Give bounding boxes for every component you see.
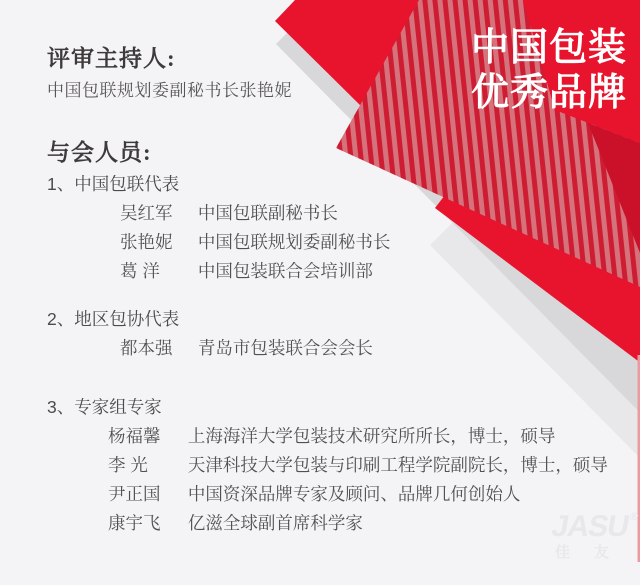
member-row [47, 257, 390, 286]
attendees-heading: 与会人员: [47, 140, 152, 165]
moderator-heading: 评审主持人: [47, 46, 176, 71]
member-row [47, 509, 608, 538]
registered-mark-icon: ® [628, 511, 638, 523]
member-row [47, 334, 373, 363]
member-name: 张艳妮 [120, 232, 173, 252]
member-title: 青岛市包装联合会会长 [197, 338, 373, 358]
member-title: 天津科技大学包装与印刷工程学院副院长，博士，硕导 [187, 455, 608, 475]
member-title: 亿滋全球副首席科学家 [187, 513, 363, 533]
member-title: 上海海洋大学包装技术研究所所长，博士，硕导 [187, 426, 556, 446]
member-name: 尹正国 [108, 484, 161, 504]
section-regional-representatives [47, 305, 373, 363]
section-title: 3、专家组专家 [47, 397, 162, 417]
section-title: 2、地区包协代表 [47, 309, 180, 329]
member-name: 李 光 [108, 455, 148, 475]
brand-badge-line1: 中国包装 [470, 27, 627, 69]
moderator-name-text: 中国包联规划委副秘书长张艳妮 [47, 81, 292, 100]
member-name: 都本强 [120, 338, 173, 358]
member-row [47, 451, 608, 480]
watermark-wordmark: JASU [549, 510, 632, 543]
member-row [47, 422, 608, 451]
member-name: 杨福馨 [108, 426, 161, 446]
brand-badge-line2: 优秀品牌 [470, 72, 627, 114]
member-row [47, 199, 390, 228]
member-row [47, 228, 390, 257]
section-expert-panel [47, 393, 608, 538]
member-name: 葛 洋 [120, 261, 160, 281]
section-title: 1、中国包联代表 [47, 174, 180, 194]
brand-badge [471, 26, 627, 116]
member-title: 中国包联规划委副秘书长 [197, 232, 391, 252]
watermark-logo [549, 510, 638, 561]
member-row [47, 480, 608, 509]
member-title: 中国包联副秘书长 [197, 203, 338, 223]
member-title: 中国资深品牌专家及顾问、品牌几何创始人 [187, 484, 521, 504]
member-name: 康宇飞 [108, 513, 161, 533]
member-title: 中国包装联合会培训部 [197, 261, 373, 281]
watermark-logo-text [549, 512, 637, 542]
watermark-cjk-text: 佳友 [555, 544, 634, 561]
member-name: 吴红军 [120, 203, 173, 223]
section-cfppa-representatives [47, 170, 390, 286]
